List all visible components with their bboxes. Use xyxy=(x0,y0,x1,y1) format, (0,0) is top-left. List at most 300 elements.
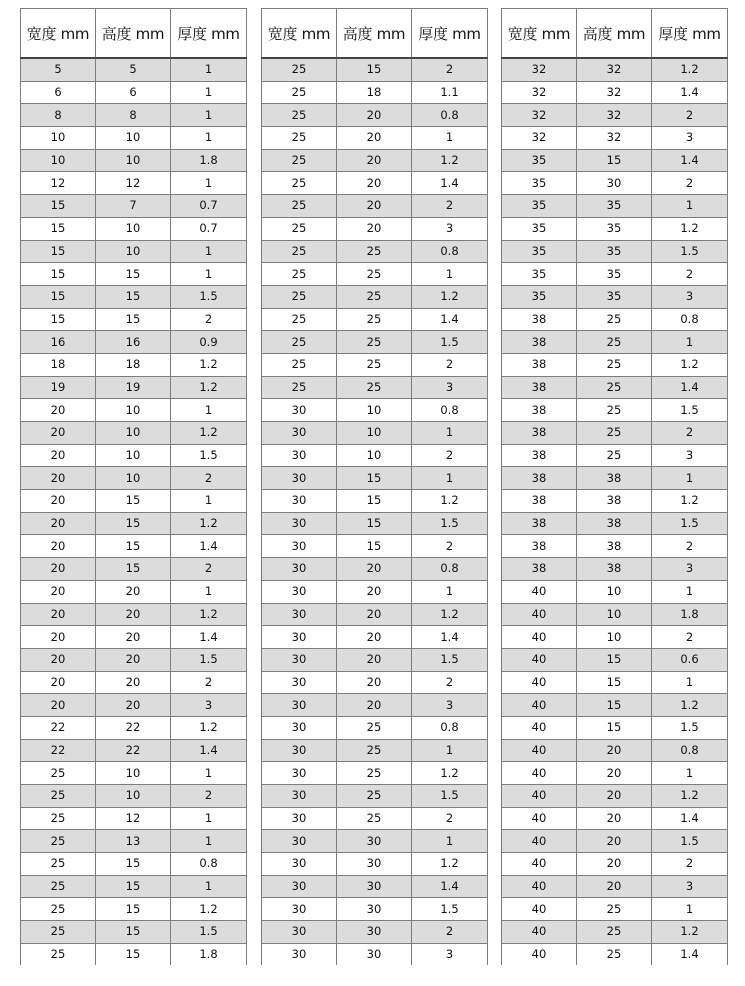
cell-width: 8 xyxy=(21,104,96,127)
cell-height: 38 xyxy=(577,558,652,581)
cell-height: 15 xyxy=(337,512,412,535)
cell-height: 30 xyxy=(337,875,412,898)
table-row xyxy=(262,694,488,717)
cell-width: 32 xyxy=(502,127,577,150)
cell-height: 25 xyxy=(577,444,652,467)
cell-thickness: 1 xyxy=(171,263,247,286)
cell-thickness: 1 xyxy=(171,58,247,81)
cell-width: 20 xyxy=(21,648,96,671)
cell-thickness: 0.9 xyxy=(171,331,247,354)
cell-thickness: 2 xyxy=(171,671,247,694)
cell-height: 15 xyxy=(96,898,171,921)
table-row xyxy=(502,807,728,830)
cell-thickness: 1 xyxy=(171,399,247,422)
cell-width: 30 xyxy=(262,785,337,808)
cell-width: 25 xyxy=(262,195,337,218)
table-row xyxy=(262,422,488,445)
cell-thickness: 2 xyxy=(412,535,488,558)
table-row xyxy=(502,263,728,286)
table-row xyxy=(262,830,488,853)
cell-thickness: 1.2 xyxy=(412,853,488,876)
cell-height: 6 xyxy=(96,81,171,104)
table-row xyxy=(21,694,247,717)
cell-width: 35 xyxy=(502,263,577,286)
cell-height: 22 xyxy=(96,716,171,739)
table-row xyxy=(262,626,488,649)
cell-height: 15 xyxy=(96,263,171,286)
cell-width: 20 xyxy=(21,535,96,558)
cell-width: 35 xyxy=(502,285,577,308)
cell-thickness: 3 xyxy=(652,875,728,898)
cell-height: 19 xyxy=(96,376,171,399)
table-row xyxy=(262,353,488,376)
cell-thickness: 3 xyxy=(652,127,728,150)
cell-width: 40 xyxy=(502,807,577,830)
table-row xyxy=(262,467,488,490)
table-row xyxy=(502,104,728,127)
cell-thickness: 3 xyxy=(412,943,488,966)
cell-thickness: 1.2 xyxy=(171,376,247,399)
table-row xyxy=(502,535,728,558)
cell-width: 30 xyxy=(262,671,337,694)
cell-height: 10 xyxy=(577,603,652,626)
table-row xyxy=(502,58,728,81)
table-row xyxy=(262,285,488,308)
cell-width: 38 xyxy=(502,376,577,399)
cell-height: 7 xyxy=(96,195,171,218)
cell-height: 38 xyxy=(577,490,652,513)
cell-width: 20 xyxy=(21,444,96,467)
cell-thickness: 1.5 xyxy=(412,648,488,671)
cell-height: 15 xyxy=(577,716,652,739)
table-row xyxy=(21,217,247,240)
table-row xyxy=(502,376,728,399)
cell-height: 35 xyxy=(577,240,652,263)
cell-height: 10 xyxy=(337,444,412,467)
table-row xyxy=(21,558,247,581)
cell-thickness: 0.8 xyxy=(412,399,488,422)
table-row xyxy=(21,58,247,81)
cell-thickness: 1.8 xyxy=(171,943,247,966)
cell-height: 30 xyxy=(337,830,412,853)
cell-width: 22 xyxy=(21,716,96,739)
table-row xyxy=(21,671,247,694)
cell-width: 15 xyxy=(21,217,96,240)
cell-height: 10 xyxy=(96,467,171,490)
cell-height: 20 xyxy=(577,853,652,876)
table-row xyxy=(502,308,728,331)
cell-height: 20 xyxy=(337,149,412,172)
table-row xyxy=(21,172,247,195)
cell-height: 10 xyxy=(96,240,171,263)
cell-width: 25 xyxy=(262,263,337,286)
cell-thickness: 1.5 xyxy=(412,331,488,354)
table-row xyxy=(21,467,247,490)
cell-thickness: 3 xyxy=(652,558,728,581)
cell-thickness: 1.4 xyxy=(652,376,728,399)
cell-width: 40 xyxy=(502,830,577,853)
cell-width: 30 xyxy=(262,626,337,649)
cell-thickness: 0.8 xyxy=(652,739,728,762)
cell-height: 16 xyxy=(96,331,171,354)
header-height: 高度 mm xyxy=(96,9,171,59)
cell-thickness: 1 xyxy=(171,762,247,785)
cell-width: 25 xyxy=(262,172,337,195)
cell-height: 20 xyxy=(577,807,652,830)
cell-width: 30 xyxy=(262,875,337,898)
table-row xyxy=(502,580,728,603)
table-row xyxy=(502,943,728,966)
table-row xyxy=(21,648,247,671)
cell-thickness: 0.8 xyxy=(412,240,488,263)
cell-width: 20 xyxy=(21,580,96,603)
table-row xyxy=(502,830,728,853)
header-thickness: 厚度 mm xyxy=(171,9,247,59)
table-row xyxy=(262,603,488,626)
cell-width: 25 xyxy=(262,81,337,104)
cell-thickness: 1.5 xyxy=(171,921,247,944)
cell-thickness: 1 xyxy=(171,490,247,513)
cell-width: 30 xyxy=(262,853,337,876)
table-row xyxy=(21,422,247,445)
table-row xyxy=(262,943,488,966)
cell-thickness: 3 xyxy=(171,694,247,717)
cell-height: 10 xyxy=(96,444,171,467)
cell-width: 40 xyxy=(502,898,577,921)
cell-thickness: 0.8 xyxy=(412,716,488,739)
cell-width: 38 xyxy=(502,353,577,376)
table-row xyxy=(262,716,488,739)
cell-width: 30 xyxy=(262,603,337,626)
cell-width: 30 xyxy=(262,580,337,603)
cell-width: 38 xyxy=(502,512,577,535)
cell-height: 20 xyxy=(337,694,412,717)
table-row xyxy=(502,694,728,717)
cell-width: 40 xyxy=(502,694,577,717)
cell-thickness: 1 xyxy=(412,580,488,603)
table-row xyxy=(21,535,247,558)
table-row xyxy=(21,308,247,331)
cell-thickness: 1.2 xyxy=(652,217,728,240)
cell-thickness: 1.4 xyxy=(412,308,488,331)
cell-height: 10 xyxy=(96,422,171,445)
cell-width: 25 xyxy=(21,943,96,966)
cell-width: 30 xyxy=(262,444,337,467)
cell-thickness: 2 xyxy=(412,807,488,830)
table-row xyxy=(502,149,728,172)
cell-height: 15 xyxy=(96,285,171,308)
cell-thickness: 1.2 xyxy=(652,921,728,944)
cell-thickness: 3 xyxy=(412,376,488,399)
cell-thickness: 1 xyxy=(652,467,728,490)
cell-height: 25 xyxy=(337,807,412,830)
cell-thickness: 2 xyxy=(171,308,247,331)
cell-height: 5 xyxy=(96,58,171,81)
cell-thickness: 1.2 xyxy=(171,512,247,535)
table-row xyxy=(21,853,247,876)
table-row xyxy=(21,240,247,263)
table-row xyxy=(21,331,247,354)
cell-width: 40 xyxy=(502,580,577,603)
cell-width: 15 xyxy=(21,263,96,286)
cell-height: 15 xyxy=(337,58,412,81)
table-row xyxy=(502,648,728,671)
table-row xyxy=(21,807,247,830)
cell-width: 15 xyxy=(21,195,96,218)
cell-height: 30 xyxy=(337,898,412,921)
cell-width: 30 xyxy=(262,512,337,535)
table-row xyxy=(502,331,728,354)
table-row xyxy=(262,149,488,172)
cell-height: 20 xyxy=(337,127,412,150)
cell-height: 20 xyxy=(337,580,412,603)
cell-width: 25 xyxy=(262,308,337,331)
cell-width: 25 xyxy=(21,921,96,944)
cell-height: 38 xyxy=(577,512,652,535)
cell-height: 15 xyxy=(337,467,412,490)
cell-width: 20 xyxy=(21,626,96,649)
cell-width: 20 xyxy=(21,671,96,694)
table-row xyxy=(262,308,488,331)
cell-height: 20 xyxy=(577,762,652,785)
cell-width: 38 xyxy=(502,422,577,445)
header-width: 宽度 mm xyxy=(21,9,96,59)
cell-thickness: 1.5 xyxy=(171,648,247,671)
table-row xyxy=(262,875,488,898)
cell-height: 20 xyxy=(96,603,171,626)
cell-thickness: 3 xyxy=(412,694,488,717)
table-row xyxy=(262,512,488,535)
cell-width: 5 xyxy=(21,58,96,81)
cell-thickness: 1.2 xyxy=(652,353,728,376)
cell-thickness: 0.8 xyxy=(171,853,247,876)
cell-thickness: 1 xyxy=(412,467,488,490)
cell-width: 30 xyxy=(262,422,337,445)
cell-width: 38 xyxy=(502,490,577,513)
cell-thickness: 1.2 xyxy=(171,898,247,921)
cell-width: 40 xyxy=(502,716,577,739)
cell-thickness: 2 xyxy=(652,535,728,558)
cell-thickness: 1.2 xyxy=(652,490,728,513)
cell-thickness: 1 xyxy=(412,263,488,286)
cell-thickness: 1 xyxy=(652,580,728,603)
cell-thickness: 0.8 xyxy=(412,104,488,127)
table-row xyxy=(262,580,488,603)
cell-thickness: 1 xyxy=(171,240,247,263)
table-row xyxy=(502,671,728,694)
cell-height: 15 xyxy=(577,671,652,694)
cell-thickness: 1.4 xyxy=(412,626,488,649)
cell-height: 25 xyxy=(577,921,652,944)
cell-width: 30 xyxy=(262,558,337,581)
cell-thickness: 1.2 xyxy=(412,490,488,513)
cell-height: 25 xyxy=(577,308,652,331)
cell-height: 30 xyxy=(337,943,412,966)
table-row xyxy=(502,172,728,195)
cell-thickness: 1.2 xyxy=(652,694,728,717)
cell-width: 40 xyxy=(502,739,577,762)
cell-thickness: 1.2 xyxy=(652,58,728,81)
cell-width: 30 xyxy=(262,739,337,762)
cell-thickness: 1.2 xyxy=(412,149,488,172)
cell-height: 15 xyxy=(96,512,171,535)
cell-width: 19 xyxy=(21,376,96,399)
table-row xyxy=(21,376,247,399)
cell-width: 10 xyxy=(21,127,96,150)
cell-height: 20 xyxy=(577,830,652,853)
cell-width: 40 xyxy=(502,921,577,944)
table-row xyxy=(262,399,488,422)
cell-height: 20 xyxy=(337,603,412,626)
table-row xyxy=(502,81,728,104)
table-row xyxy=(21,898,247,921)
cell-width: 38 xyxy=(502,535,577,558)
cell-height: 15 xyxy=(96,490,171,513)
table-row xyxy=(21,603,247,626)
cell-thickness: 2 xyxy=(652,172,728,195)
table-row xyxy=(21,263,247,286)
cell-width: 40 xyxy=(502,762,577,785)
cell-height: 25 xyxy=(337,240,412,263)
cell-height: 25 xyxy=(337,353,412,376)
header-width: 宽度 mm xyxy=(262,9,337,59)
table-row xyxy=(21,285,247,308)
table-row xyxy=(21,104,247,127)
spec-table-2 xyxy=(261,8,488,967)
cell-thickness: 1.4 xyxy=(652,81,728,104)
cell-height: 25 xyxy=(577,898,652,921)
cell-thickness: 1.5 xyxy=(412,898,488,921)
cell-width: 40 xyxy=(502,626,577,649)
cell-width: 30 xyxy=(262,921,337,944)
cell-width: 10 xyxy=(21,149,96,172)
cell-thickness: 2 xyxy=(652,422,728,445)
table-row xyxy=(21,580,247,603)
cell-thickness: 1.4 xyxy=(171,535,247,558)
table-row xyxy=(21,716,247,739)
cell-height: 25 xyxy=(337,308,412,331)
table-row xyxy=(262,195,488,218)
cell-thickness: 2 xyxy=(652,104,728,127)
cell-width: 30 xyxy=(262,648,337,671)
cell-thickness: 2 xyxy=(412,58,488,81)
cell-thickness: 0.8 xyxy=(652,308,728,331)
table-row xyxy=(262,535,488,558)
spec-table-1 xyxy=(20,8,247,967)
cell-thickness: 0.7 xyxy=(171,195,247,218)
cell-height: 20 xyxy=(96,648,171,671)
cell-width: 38 xyxy=(502,558,577,581)
cell-width: 30 xyxy=(262,943,337,966)
cell-width: 15 xyxy=(21,308,96,331)
cell-height: 32 xyxy=(577,58,652,81)
cell-height: 38 xyxy=(577,467,652,490)
bottom-margin xyxy=(0,965,745,986)
table-row xyxy=(502,898,728,921)
cell-width: 38 xyxy=(502,467,577,490)
cell-width: 25 xyxy=(262,217,337,240)
cell-thickness: 2 xyxy=(171,558,247,581)
cell-thickness: 1 xyxy=(171,830,247,853)
cell-height: 20 xyxy=(337,217,412,240)
table-row xyxy=(502,240,728,263)
cell-height: 30 xyxy=(337,853,412,876)
cell-thickness: 1 xyxy=(652,898,728,921)
cell-height: 15 xyxy=(96,853,171,876)
cell-height: 20 xyxy=(337,558,412,581)
cell-width: 25 xyxy=(262,104,337,127)
cell-width: 25 xyxy=(262,285,337,308)
table-row xyxy=(262,217,488,240)
cell-width: 30 xyxy=(262,716,337,739)
cell-thickness: 1 xyxy=(412,127,488,150)
table-row xyxy=(262,104,488,127)
table-row xyxy=(502,921,728,944)
cell-thickness: 1.4 xyxy=(652,149,728,172)
cell-width: 38 xyxy=(502,308,577,331)
cell-height: 32 xyxy=(577,127,652,150)
cell-width: 20 xyxy=(21,490,96,513)
cell-thickness: 1.5 xyxy=(652,399,728,422)
cell-height: 35 xyxy=(577,217,652,240)
cell-thickness: 1.2 xyxy=(171,603,247,626)
cell-width: 35 xyxy=(502,240,577,263)
cell-width: 30 xyxy=(262,762,337,785)
cell-height: 32 xyxy=(577,104,652,127)
cell-thickness: 3 xyxy=(412,217,488,240)
cell-width: 20 xyxy=(21,603,96,626)
cell-height: 10 xyxy=(96,762,171,785)
cell-height: 25 xyxy=(337,785,412,808)
cell-thickness: 1 xyxy=(171,81,247,104)
cell-height: 20 xyxy=(337,195,412,218)
cell-width: 30 xyxy=(262,399,337,422)
table-row xyxy=(21,81,247,104)
cell-width: 30 xyxy=(262,490,337,513)
cell-height: 25 xyxy=(577,399,652,422)
table-row xyxy=(262,490,488,513)
cell-thickness: 2 xyxy=(652,626,728,649)
cell-width: 30 xyxy=(262,830,337,853)
table-row xyxy=(21,490,247,513)
cell-thickness: 1 xyxy=(171,172,247,195)
cell-thickness: 1.5 xyxy=(412,785,488,808)
cell-height: 20 xyxy=(577,785,652,808)
cell-thickness: 1.5 xyxy=(652,830,728,853)
cell-thickness: 2 xyxy=(652,263,728,286)
table-row xyxy=(502,626,728,649)
table-row xyxy=(21,739,247,762)
table-row xyxy=(502,739,728,762)
table-row xyxy=(502,558,728,581)
table-row xyxy=(21,762,247,785)
cell-height: 15 xyxy=(96,875,171,898)
cell-width: 32 xyxy=(502,81,577,104)
cell-height: 25 xyxy=(577,376,652,399)
cell-width: 25 xyxy=(21,830,96,853)
cell-height: 10 xyxy=(577,626,652,649)
cell-height: 15 xyxy=(577,648,652,671)
table-row xyxy=(502,603,728,626)
cell-height: 30 xyxy=(337,921,412,944)
table-row xyxy=(21,875,247,898)
cell-thickness: 1.2 xyxy=(652,785,728,808)
cell-thickness: 1.4 xyxy=(171,626,247,649)
cell-thickness: 1.5 xyxy=(652,716,728,739)
table-row xyxy=(262,739,488,762)
cell-thickness: 1.2 xyxy=(412,762,488,785)
table-row xyxy=(502,716,728,739)
